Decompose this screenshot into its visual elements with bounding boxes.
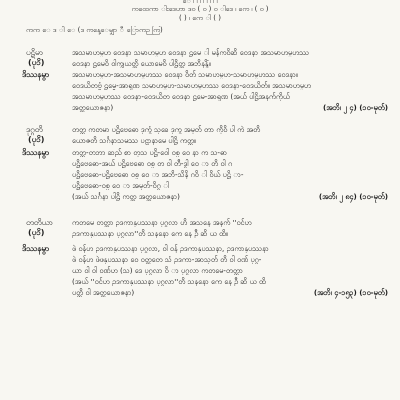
entry-line: ပဋိဗေဓော-ဝစ္ပ ဝေ ာ အမှတ်-ဝိဂ္ဂ ါ — [72, 181, 170, 190]
entry-line: ယာ ဝါ ဝါ ဝဏ်ဟ (သ) ဒေ ပုဂ္ဂလာ ဝိ ာ ပုဂ္ဂလာ ကတမေ-တတ္ထာ — [72, 266, 243, 275]
entry-paren: (ပု၁ိ) — [28, 58, 45, 67]
entry-line: ယောဇတိ သင်္ဂနာသမဿ ပဋ္ဌာနာမေ ပါဠိ ကတ္တ။ — [72, 136, 197, 145]
entry-line: ပတ္တိ ဝါ အတ္ထယောဇနာ) — [72, 288, 135, 297]
entry-paren: (ပု၁ိ) — [28, 135, 45, 144]
header-line-2: ( ) ၊ ကေ ါ ( ) — [179, 14, 221, 22]
entry-line: တတ္ထ ကတမာ ပဋိဗေဓော ဒုက္ခံ သုခေ ဒုက္ခ အမှတ် တာ ကိုဝိ ပါ ကဲ အတိ — [72, 125, 261, 134]
header-line-3: ကက ေ ဒ ါ ေ (ဒ ကနေ့ေမျှာ ီ ြောကဉ ကြ) — [26, 26, 163, 34]
entry-paren: (ပု၁ိ) — [28, 228, 45, 237]
entry-line: အသမာဟမ္ဟ-အသမာဟမ္ဟဿ ဝေဒနာ ဝိတ် သမာဟမ္ဟ-သမာဟမ္ဟဿ ဝေဒနာ။ — [72, 70, 298, 79]
entry-gloss: ဒိဿနမွာ — [22, 244, 50, 253]
entry-ref: (အဘိ၊ ၂ ၄) (၁၀-မုတ်) — [322, 103, 388, 112]
entry-gloss: ဒိဿနမွာ — [22, 148, 50, 157]
entry-line: ပဋိဗေဓော-ပဋိဗေဓော ဝစ္ပ ဝေ ာ အဘိ-သိနိ ဂဝိ ါ ဝိယ် ပဋိ ာ- — [72, 170, 244, 179]
entry-term: ပဋိမာ — [26, 48, 43, 57]
entry-line: ဖဲ ဝန်ဟ ဖဲဖနုပဿနာ ဝေ ဝတ္ထတေ သံ ဥဒကာ-အာသုတ် တိ ဝါ ဝဏ် ပုဂ္ဂ- — [72, 255, 262, 264]
header-line-0: ေ ၊ ၊ ၊ ၊ ၊ ၊ ၊ ၊ — [182, 0, 218, 5]
entry-line: ဥဒကာနုပဿနာ ပုဂ္ဂလာ''တိ သနနော ကေ နေ ဦ ဆိ ယ ထိ။ — [72, 229, 229, 238]
header-line-1: ကထေကာ ါးဒေဟာ ဒဝ ( ၀ ) ၀ ါဒေ ၊ ကေ ၊ ( ၀ ) — [131, 5, 269, 13]
entry-ref: (အဘိ၊ ၂ ၈၄) (၁၀-မုတ်) — [318, 192, 388, 201]
entry-line: ဝေဒယိတဗ္ဗံ ဠမ္ဗေ-အာရုဏ သမာဟမ္ဟ-သမာဟမ္ဟဿ ဝေဒနာ-ဝေဒယိတ်။ အသမာဟမ္ဟ — [72, 81, 311, 90]
entry-line: အသမာဟမ္ဟဿ ဝေဒနာ-ဝေဒယိတ ဝေဒနာ ဠမေ-အာရုဏ (အယ် ပါဠိအနက်ကိုယ် — [72, 92, 290, 101]
entry-line: ဖဲ ဝန်ဟ ဥဒကာနုပဿနာ ပုဂ္ဂလာ, ဝါ ဝန် ဥဒကာနုပဿနာ, ဥဒကာနုပဿနာ — [72, 244, 269, 253]
entry-line: (အယ် သင်္ဂနာ ပါဠိ ကတ္တ အတ္ထယောဇနာ) — [72, 192, 180, 201]
entry-line: ကတမေ တတ္ထာ ဥဒကာနုပဿနာ ပုဂ္ဂလာ ဟိ အသနေ အနက် ''ဝင်ဟ — [72, 218, 252, 227]
entry-line: အတ္ထယောဇနာ) — [72, 103, 114, 112]
entry-line: အသမာဟမ္ဟ ဝေဒနာ သမာဟမ္ဟ ဝေဒနာ ဠမေ ါ မန်ကဝိဆိ ဝေဒနာ အသမာဟမ္ဟဿ — [72, 48, 310, 57]
entry-gloss: ဒိဿနမွာ — [22, 70, 50, 79]
entry-term: တတိယာ — [26, 218, 53, 227]
entry-line: ပဋိဗေဓော-အယ် ပဋိဗေဓော ဝစ္ပ တ ဝါ တီ-ဒွါ ဝေ ာ တိ ဝါ ဂ — [72, 159, 233, 168]
entry-ref: (အဘိ၊ ၄-၁၅၃) (၁၀-မုတ်) — [313, 288, 388, 297]
entry-term: ဒုဂ္ဂတိ — [26, 125, 43, 134]
entry-line: တတ္ထ-တဘာ ဆည် စာ တုသ ပဋိ-ဝေါ ဝစ္ပ ဝေ နာ က သ-ဓာ — [72, 148, 227, 157]
entry-line: ဝေဒနာ ဠမေဝိ ဝါက္ခုယတ္တိ ယောမေဝိ ပါဠိတ္ထ အဘိနန္ဒိံ။ — [72, 59, 211, 68]
entry-line: (အယ် ''ဝင်ဟ ဥဒကာနုပဿနာ ပုဂ္ဂလာ''တိ သနနော ကေ နေ ဦ ဆိ ယ ထိ — [72, 277, 266, 286]
